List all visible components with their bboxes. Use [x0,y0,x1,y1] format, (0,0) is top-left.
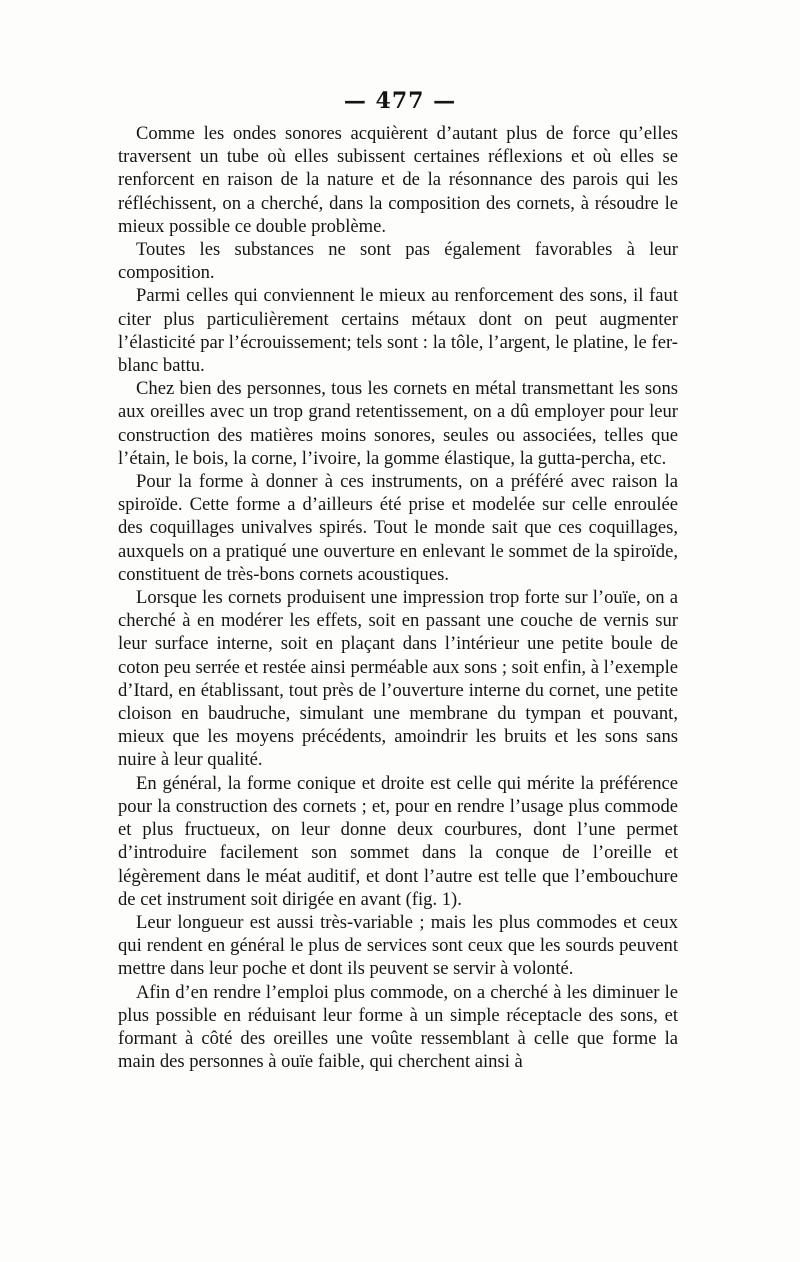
paragraph-spiroid-form: Pour la forme à donner à ces instruments, on a préféré avec raison la spiroïde. Cette forme a d’ailleurs été prise et modelée sur celle enroulée des coquillages univalves spirés. Tout le monde sait que ces coquillages, auxquels on a pratiqué une ouverture en enlevant le sommet de la spiroïde, constituent de très-bons cornets acoustiques. [118,471,678,585]
body-text [118,122,678,1073]
paragraph-metals: Parmi celles qui conviennent le mieux au renforcement des sons, il faut citer plus particulièrement certains métaux dont on peut augmenter l’élasticité par l’écrouissement; tels sont : la tôle, l’argent, le platine, le fer-blanc battu. [118,285,678,377]
paragraph-moderating-effects: Lorsque les cornets produisent une impression trop forte sur l’ouïe, on a cherché à en modérer les effets, soit en passant une couche de vernis sur leur surface interne, soit en plaçant dans l’intérieur une petite boule de coton peu serrée et restée ainsi perméable aux sons ; soit enfin, à l’exemple d’Itard, en établissant, tout près de l’ouverture interne du cornet, une petite cloison en baudruche, simulant une membrane du tympan et pouvant, mieux que les moyens précédents, amoindrir les bruits et les sons sans nuire à leur qualité. [118,587,678,771]
paragraph-sound-waves: Comme les ondes sonores acquièrent d’autant plus de force qu’elles traversent un tube où elles subissent certaines réflexions et où elles se renforcent en raison de la nature et de la résonnance des parois qui les réfléchissent, on a cherché, dans la composition des cornets, à résoudre le mieux possible ce double problème. [118,123,678,237]
paragraph-substances: Toutes les substances ne sont pas également favorables à leur composition. [118,239,678,284]
paragraph-materials: Chez bien des personnes, tous les cornets en métal transmettant les sons aux oreilles avec un trop grand retentissement, on a dû employer pour leur construction des matières moins sonores, seules ou associées, telles que l’étain, le bois, la corne, l’ivoire, la gomme élastique, la gutta-percha, etc. [118,378,678,469]
paragraph-conical-form: En général, la forme conique et droite est celle qui mérite la préférence pour la construction des cornets ; et, pour en rendre l’usage plus commode et plus fructueux, on leur donne deux courbures, dont l’une permet d’introduire facilement son sommet dans la conque de l’oreille et légèrement dans le méat auditif, et dont l’autre est telle que l’embouchure de cet instrument soit dirigée en avant (fig. 1). [118,772,678,910]
page-number: — 477 — [343,88,457,114]
paragraph-length: Leur longueur est aussi très-variable ; mais les plus commodes et ceux qui rendent en général le plus de services sont ceux que les sourds peuvent mettre dans leur poche et dont ils peuvent se servir à volonté. [118,911,678,980]
paragraph-reduction: Afin d’en rendre l’emploi plus commode, on a cherché à les diminuer le plus possible en réduisant leur forme à un simple réceptacle des sons, et formant à côté des oreilles une voûte ressemblant à celle que forme la main des personnes à ouïe faible, qui cherchent ainsi à [118,981,678,1073]
